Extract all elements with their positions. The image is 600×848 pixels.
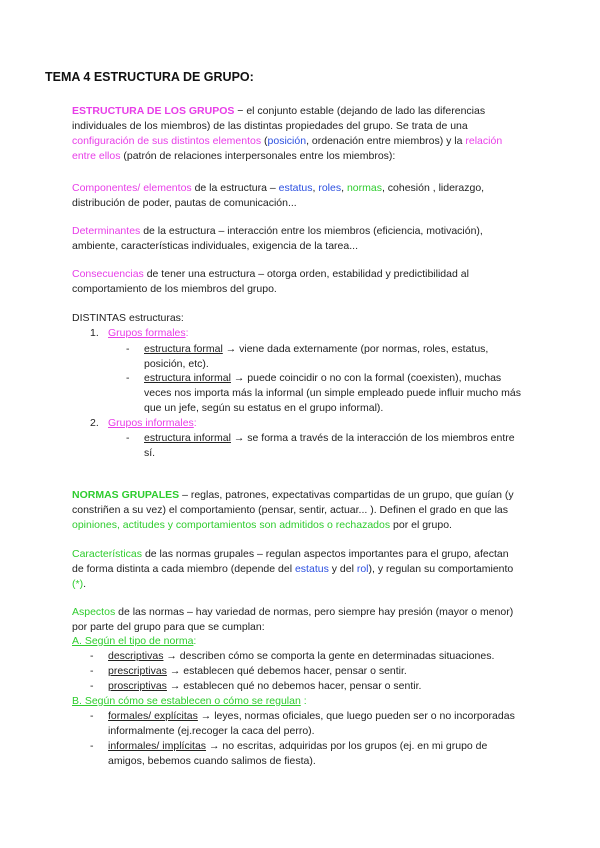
grupos-informales-colon: :: [193, 417, 197, 429]
bullet-dash: -: [90, 680, 94, 692]
estructura-text-2: (: [261, 135, 268, 147]
aspectos-b-colon: :: [300, 695, 307, 707]
consecuencias-term: Consecuencias: [72, 268, 144, 280]
informales-text: → no escritas, adquiridas por los grupos (ej. en mi grupo de amigos, bebemos cuando salimos de fiesta).: [108, 740, 488, 767]
caracteristicas-estatus: estatus: [294, 563, 329, 575]
bullet-dash: -: [90, 650, 94, 662]
caracteristicas-rol: rol: [356, 563, 369, 575]
bullet-dash: -: [90, 665, 94, 677]
proscriptivas-term: proscriptivas: [108, 680, 167, 692]
normas-text-1: – reglas, patrones, expectativas compartidas de un grupo, que guían (y constriñen a su vez) el comportamiento (pensar, sentir, actuar... ). Definen el grado en que las: [72, 489, 514, 516]
bullet-dash: -: [90, 710, 94, 722]
estructura-informal-item: [144, 371, 522, 416]
estructura-config: configuración de sus distintos elementos: [72, 135, 262, 147]
componentes-normas: normas: [346, 182, 382, 194]
estructura-text-1: − el conjunto estable (dejando de lado las diferencias individuales de los miembros) de las distintas propiedades del grupo. Se trata de una: [72, 105, 486, 132]
bullet-dash: -: [90, 740, 94, 752]
consecuencias-paragraph: [72, 267, 522, 297]
grupos-formales-colon: :: [185, 327, 189, 339]
caracteristicas-text-2: y del: [328, 563, 357, 575]
bullet-dash: -: [126, 343, 130, 355]
estructura-term: ESTRUCTURA DE LOS GRUPOS: [72, 105, 235, 117]
consecuencias-text: de tener una estructura – otorga orden, estabilidad y predictibilidad al comportamiento de los miembros del grupo.: [72, 268, 469, 295]
componentes-roles: roles: [318, 182, 342, 194]
determinantes-text: de la estructura – interacción entre los miembros (eficiencia, motivación), ambiente, características individuales, exigencia de la tarea...: [72, 225, 483, 252]
aspectos-term: Aspectos: [72, 606, 116, 618]
normas-paragraph: [72, 488, 522, 533]
estructura-text-3: , ordenación entre miembros) y la: [306, 135, 466, 147]
aspectos-a-heading: [72, 634, 196, 649]
proscriptivas-item: [108, 679, 522, 694]
estructura-informal-2-item: [144, 431, 522, 461]
page-title: TEMA 4 ESTRUCTURA DE GRUPO:: [45, 70, 254, 84]
caracteristicas-star: (*): [72, 578, 84, 590]
grupos-informales-text: Grupos informales: [108, 417, 194, 429]
informales-item: [108, 739, 522, 769]
estructura-informal-term: estructura informal: [144, 372, 231, 384]
proscriptivas-text: → establecen qué no debemos hacer, pensar o sentir.: [166, 680, 422, 692]
prescriptivas-text: → establecen qué debemos hacer, pensar o sentir.: [166, 665, 407, 677]
componentes-text-2: , cohesión , liderazgo, distribución de poder, pautas de comunicación...: [72, 182, 485, 209]
estructura-informal-text: → puede coincidir o no con la formal (coexisten), muchas veces nos importa más la informal (un simple empleado puede influir mucho más que un jefe, según su estatus en el grupo informal).: [144, 372, 522, 414]
aspectos-paragraph: [72, 605, 522, 635]
descriptivas-text: → describen cómo se comporta la gente en determinadas situaciones.: [163, 650, 495, 662]
caracteristicas-text-3: ), y regulan su comportamiento: [368, 563, 514, 575]
bullet-dash: -: [126, 372, 130, 384]
aspectos-a-text: A. Según el tipo de norma: [72, 635, 194, 647]
grupos-formales-label: [108, 326, 189, 341]
informales-term: informales/ implícitas: [108, 740, 207, 752]
formales-item: [108, 709, 522, 739]
normas-highlight: opiniones, actitudes y comportamientos son admitidos o rechazados: [72, 519, 391, 531]
componentes-term: Componentes/ elementos: [72, 182, 192, 194]
estructura-relacion: relación entre ellos: [72, 135, 503, 162]
estructura-informal-2-text: → se forma a través de la interacción de los miembros entre sí.: [144, 432, 515, 459]
caracteristicas-paragraph: [72, 547, 522, 592]
aspectos-text: de las normas – hay variedad de normas, pero siempre hay presión (mayor o menor) por parte del grupo para que se cumplan:: [72, 606, 514, 633]
grupos-formales-text: Grupos formales: [108, 327, 186, 339]
list-number-1: 1.: [90, 327, 99, 339]
determinantes-term: Determinantes: [72, 225, 141, 237]
bullet-dash: -: [126, 432, 130, 444]
aspectos-b-text: B. Según cómo se establecen o cómo se regulan: [72, 695, 301, 707]
caracteristicas-term: Características: [72, 548, 143, 560]
descriptivas-term: descriptivas: [108, 650, 164, 662]
estructura-formal-item: [144, 342, 522, 372]
estructura-formal-text: → viene dada externamente (por normas, roles, estatus, posición, etc).: [144, 343, 489, 370]
estructura-paragraph: [72, 104, 522, 164]
normas-term: NORMAS GRUPALES: [72, 489, 180, 501]
prescriptivas-term: prescriptivas: [108, 665, 167, 677]
componentes-estatus: estatus: [278, 182, 313, 194]
aspectos-a-colon: :: [193, 635, 197, 647]
prescriptivas-item: [108, 664, 522, 679]
formales-term: formales/ explícitas: [108, 710, 198, 722]
list-number-2: 2.: [90, 417, 99, 429]
estructura-posicion: posición: [267, 135, 307, 147]
componentes-comma-2: ,: [341, 182, 347, 194]
componentes-paragraph: [72, 181, 522, 211]
aspectos-b-heading: [72, 694, 307, 709]
estructura-informal-2-term: estructura informal: [144, 432, 231, 444]
formales-text: → leyes, normas oficiales, que luego pueden ser o no incorporadas informalmente (ej.recoger la caca del perro).: [108, 710, 515, 737]
estructura-formal-term: estructura formal: [144, 343, 223, 355]
grupos-informales-label: [108, 416, 197, 431]
estructura-text-4: (patrón de relaciones interpersonales entre los miembros):: [120, 150, 396, 162]
componentes-comma-1: ,: [312, 182, 319, 194]
determinantes-paragraph: [72, 224, 522, 254]
componentes-text-1: de la estructura –: [191, 182, 279, 194]
caracteristicas-text-4: .: [83, 578, 87, 590]
normas-text-2: por el grupo.: [390, 519, 452, 531]
descriptivas-item: [108, 649, 522, 664]
caracteristicas-text-1: de las normas grupales – regulan aspectos importantes para el grupo, afectan de forma distinta a cada miembro (depende del: [72, 548, 509, 575]
distintas-heading: DISTINTAS estructuras:: [72, 312, 184, 324]
